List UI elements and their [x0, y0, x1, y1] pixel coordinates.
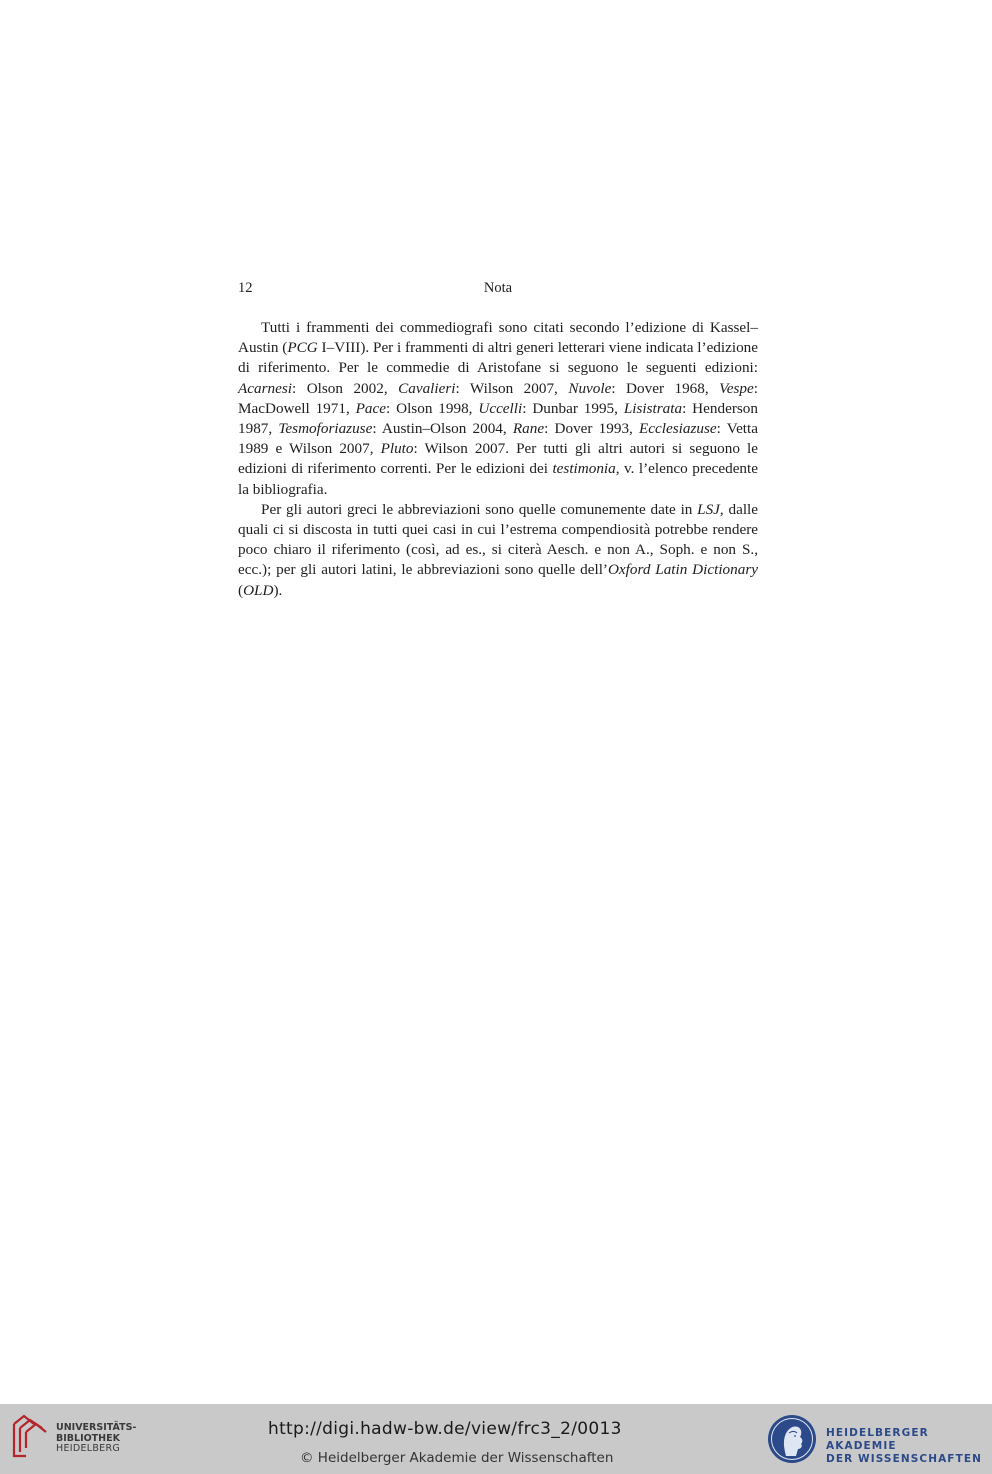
- italic-text: Ecclesiazuse: [639, 420, 717, 438]
- text-run: : Dover 1968,: [611, 379, 720, 397]
- italic-text: Pace: [355, 399, 387, 417]
- text-run: : Vetta 1989 e Wilson 2007,: [238, 420, 758, 458]
- italic-text: Rane: [512, 420, 545, 438]
- text-run: (: [238, 581, 244, 599]
- copyright-notice: © Heidelberger Akademie der Wissenschaften: [300, 1450, 614, 1466]
- running-header: [238, 280, 758, 300]
- text-run: : Olson 2002,: [292, 379, 399, 397]
- section-title: Nota: [483, 280, 513, 296]
- text-run: Tutti i frammenti dei commediografi sono citati secondo l’edizione di Kassel–Austin (: [238, 319, 758, 357]
- italic-text: OLD: [243, 581, 274, 599]
- italic-text: Cavalieri: [398, 379, 456, 397]
- text-run: : Wilson 2007. Per tutti gli altri autori si seguono le edizioni di riferimento correnti. Per le edizioni dei: [238, 440, 758, 478]
- italic-text: LSJ: [697, 500, 720, 518]
- text-run: ).: [273, 581, 283, 599]
- library-name: UNIVERSITÄTS- BIBLIOTHEK HEIDELBERG: [56, 1422, 137, 1454]
- permalink-url[interactable]: http://digi.hadw-bw.de/view/frc3_2/0013: [268, 1419, 622, 1439]
- text-run: : Wilson 2007,: [455, 379, 569, 397]
- italic-text: Acarnesi: [238, 379, 292, 397]
- academy-logo[interactable]: [766, 1412, 986, 1468]
- text-run: I–VIII). Per i frammenti di altri generi letterari viene indicata l’edizione di riferimento. Per le commedie di Aristofane si seguono le seguenti edizioni:: [238, 339, 759, 377]
- text-run: : Dover 1993,: [544, 420, 640, 438]
- italic-text: Uccelli: [478, 399, 523, 417]
- library-emblem-icon: [10, 1414, 50, 1460]
- italic-text: Nuvole: [568, 379, 612, 397]
- academy-seal-icon: [766, 1412, 818, 1466]
- italic-text: Oxford Latin Dictionary: [607, 561, 758, 579]
- text-run: : MacDowell 1971,: [238, 379, 758, 417]
- text-run: : Austin–Olson 2004,: [372, 420, 513, 438]
- text-run: : Olson 1998,: [386, 399, 479, 417]
- italic-text: Tesmoforiazuse: [278, 420, 373, 438]
- paragraph: [238, 500, 758, 601]
- italic-text: PCG: [287, 339, 318, 357]
- paragraph: [238, 318, 758, 500]
- text-run: : Dunbar 1995,: [522, 399, 624, 417]
- viewer-footer: [0, 1404, 992, 1474]
- text-run: , v. l’elenco precedente la bibliografia.: [238, 460, 758, 498]
- body-text: [238, 318, 758, 601]
- academy-name: HEIDELBERGER AKADEMIE DER WISSENSCHAFTEN: [826, 1427, 983, 1465]
- text-run: Per gli autori greci le abbreviazioni sono quelle comunemente date in: [261, 500, 698, 518]
- italic-text: testimonia: [552, 460, 616, 478]
- italic-text: Vespe: [719, 379, 754, 397]
- text-run: , dalle quali ci si discosta in tutti quei casi in cui l’estrema compendiosità potrebbe rendere poco chiaro il riferimento (così, ad es., si citerà Aesch. e non A., Soph. e non S., ecc.); per gli autori latini, le abbreviazioni sono quelle dell’: [238, 500, 758, 579]
- italic-text: Lisistrata: [623, 399, 683, 417]
- page-number: 12: [238, 280, 253, 296]
- italic-text: Pluto: [380, 440, 414, 458]
- university-library-logo[interactable]: [10, 1414, 140, 1462]
- text-run: : Henderson 1987,: [238, 399, 758, 438]
